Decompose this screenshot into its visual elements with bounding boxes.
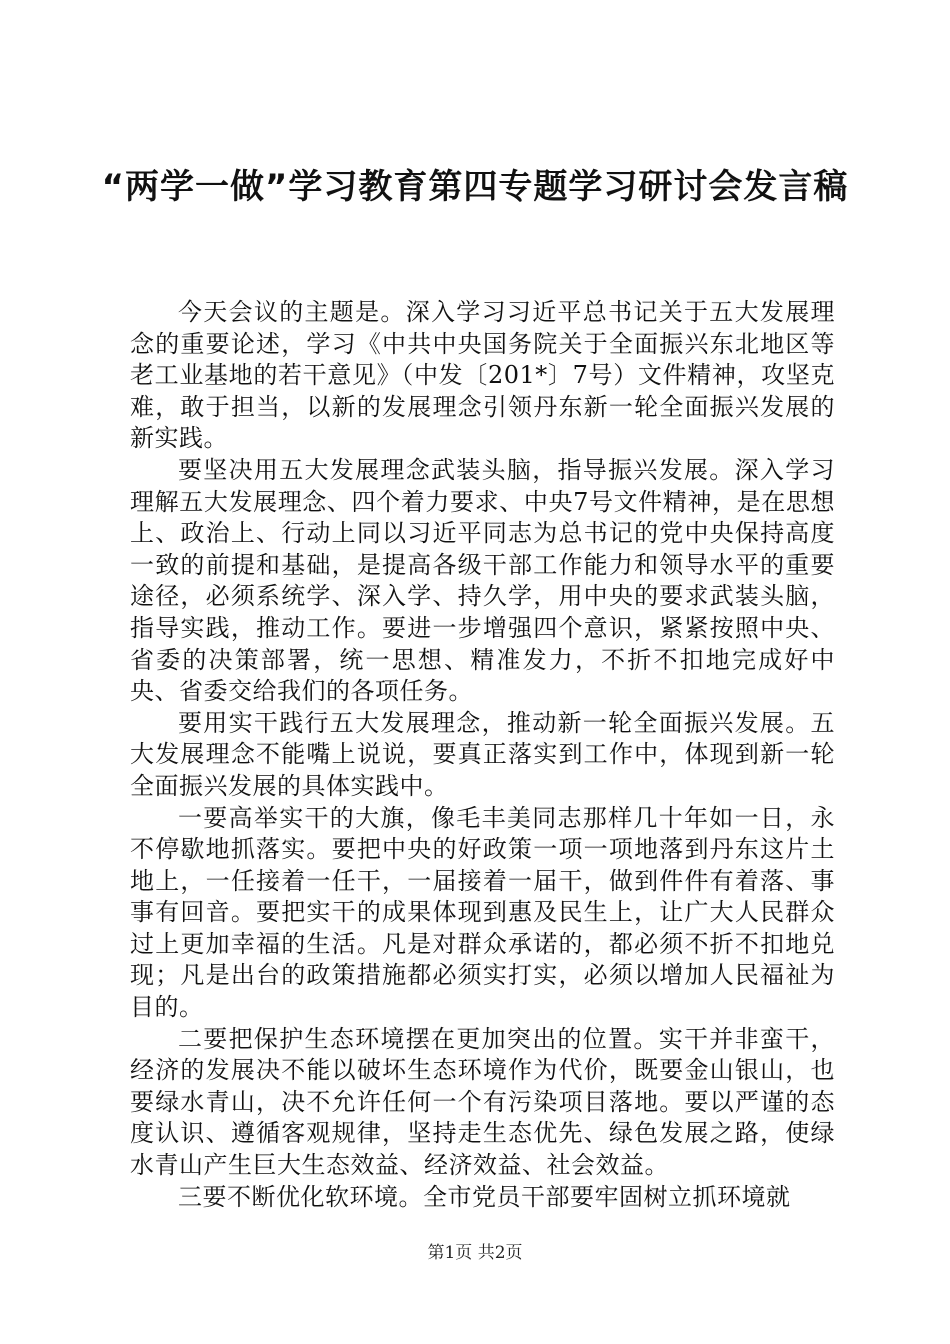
paragraph: 一要高举实干的大旗，像毛丰美同志那样几十年如一日，永不停歇地抓落实。要把中央的好政策一项一项地落到丹东这片土地上，一任接着一任干，一届接着一届干，做到件件有着落、事事有回音。要把实干的成果体现到惠及民生上，让广大人民群众过上更加幸福的生活。凡是对群众承诺的，都必须不折不扣地兑现；凡是出台的政策措施都必须实打实，必须以增加人民福祉为目的。 [130,803,835,1022]
page-number-footer: 第1页 共2页 [427,1243,523,1263]
paragraph: 三要不断优化软环境。全市党员干部要牢固树立抓环境就 [178,1182,791,1211]
paragraph: 二要把保护生态环境摆在更加突出的位置。实干并非蛮干，经济的发展决不能以破坏生态环境作为代价，既要金山银山，也要绿水青山，决不允许任何一个有污染项目落地。要以严谨的态度认识、遵循客观规律，坚持走生态优先、绿色发展之路，使绿水青山产生巨大生态效益、经济效益、社会效益。 [130,1024,835,1180]
document-body [130,297,835,1213]
document-title: “两学一做”学习教育第四专题学习研讨会发言稿 [101,167,849,207]
paragraph: 要坚决用五大发展理念武装头脑，指导振兴发展。深入学习理解五大发展理念、四个着力要求、中央7号文件精神，是在思想上、政治上、行动上同以习近平同志为总书记的党中央保持高度一致的前提和基础，是提高各级干部工作能力和领导水平的重要途径，必须系统学、深入学、持久学，用中央的要求武装头脑，指导实践，推动工作。要进一步增强四个意识，紧紧按照中央、省委的决策部署，统一思想、精准发力，不折不扣地完成好中央、省委交给我们的各项任务。 [130,455,835,706]
paragraph: 要用实干践行五大发展理念，推动新一轮全面振兴发展。五大发展理念不能嘴上说说，要真正落实到工作中，体现到新一轮全面振兴发展的具体实践中。 [130,708,835,800]
paragraph: 今天会议的主题是。深入学习习近平总书记关于五大发展理念的重要论述，学习《中共中央国务院关于全面振兴东北地区等老工业基地的若干意见》（中发〔201*〕7号）文件精神，攻坚克难，敢于担当，以新的发展理念引领丹东新一轮全面振兴发展的新实践。 [130,298,835,453]
